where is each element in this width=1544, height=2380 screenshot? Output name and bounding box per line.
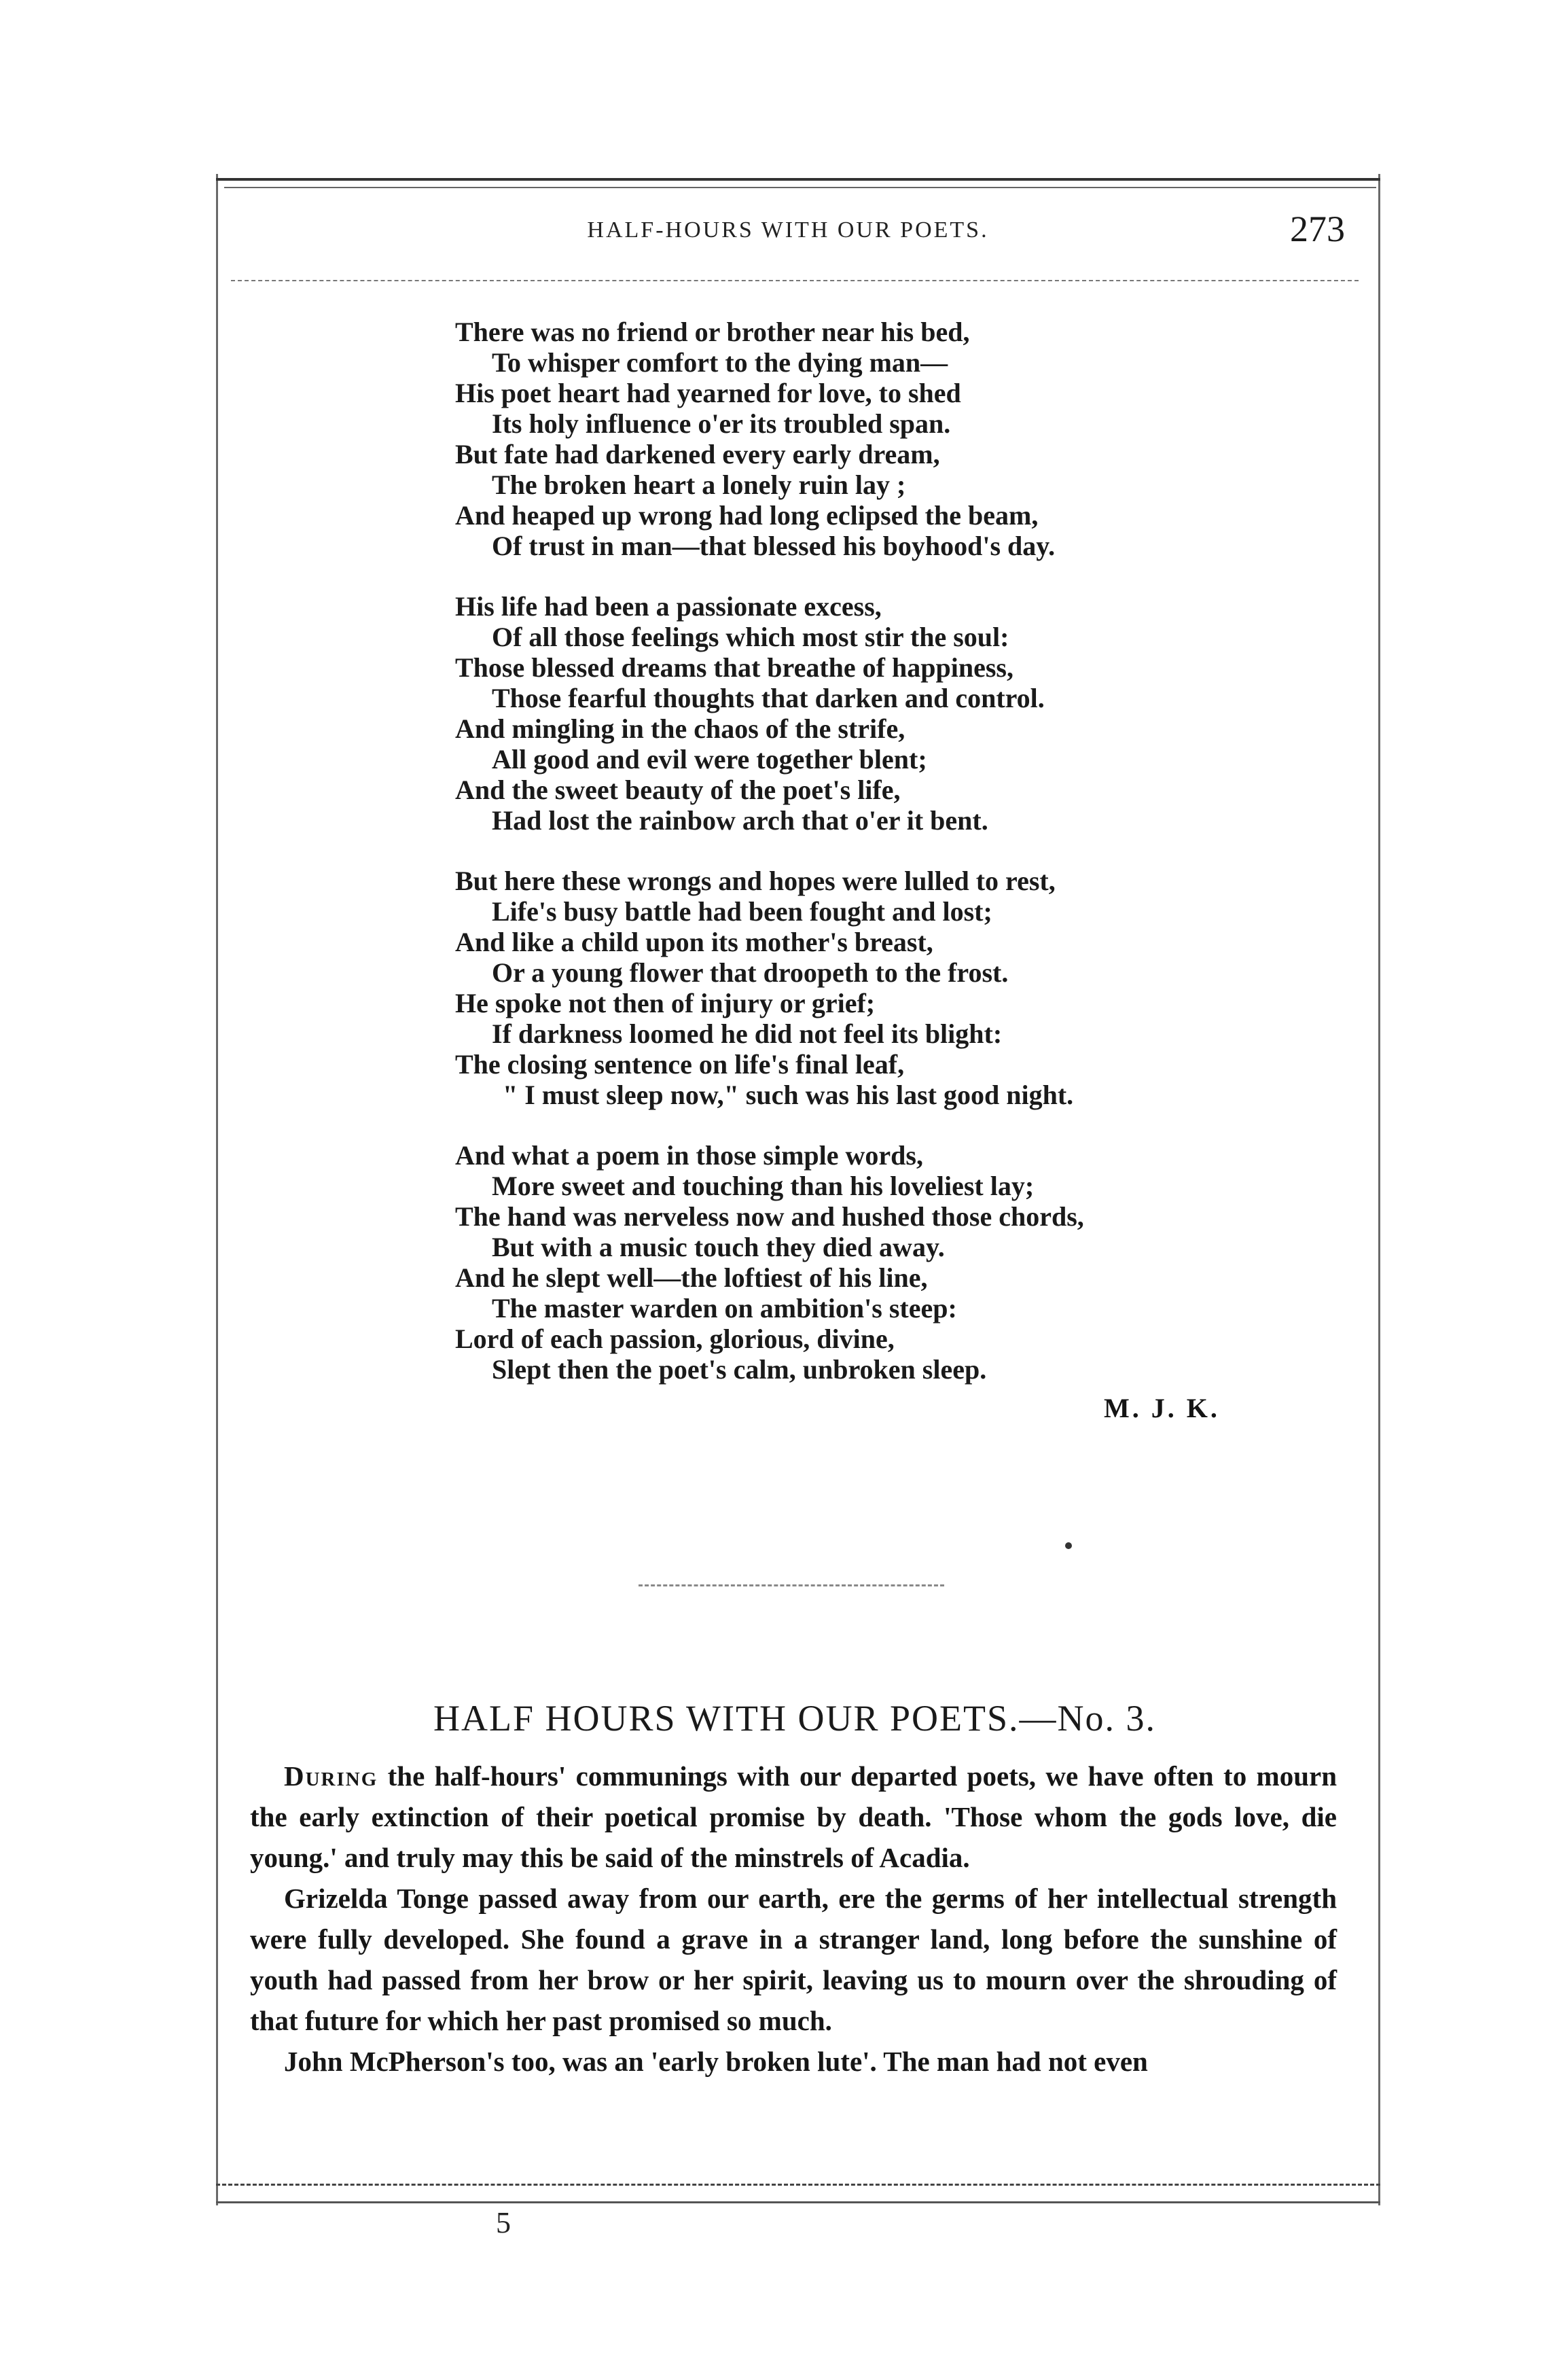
poem-line: Of all those feelings which most stir the soul: — [492, 622, 1009, 652]
article-paragraph: Grizelda Tonge passed away from our earth, ere the germs of her intellectual strength were fully developed. She found a grave in a stranger land, long before the sunshine of youth had passed from her brow or her spirit, leaving us to mourn over the shrouding of that future for which her past promised so much. — [250, 1883, 1337, 2036]
article-body — [250, 1756, 1337, 2082]
poem-line: All good and evil were together blent; — [492, 744, 927, 775]
article-title: HALF HOURS WITH OUR POETS.—No. 3. — [433, 1698, 1157, 1739]
poem-line: More sweet and touching than his loveliest lay; — [492, 1171, 1035, 1201]
poem-line: The broken heart a lonely ruin lay ; — [492, 469, 906, 500]
bottom-rule-outer — [216, 2201, 1380, 2203]
poem-stanza — [455, 591, 1304, 836]
poem-line: And he slept well—the loftiest of his line, — [455, 1262, 928, 1293]
poem-line: Of trust in man—that blessed his boyhood's day. — [492, 531, 1056, 561]
poem-line: Lord of each passion, glorious, divine, — [455, 1324, 895, 1354]
signature-mark: 5 — [496, 2206, 511, 2239]
poem-line: Those blessed dreams that breathe of happiness, — [455, 652, 1013, 683]
bottom-rule — [216, 2184, 1380, 2186]
header-rule — [231, 280, 1359, 281]
poem-line: To whisper comfort to the dying man— — [492, 347, 948, 378]
article-paragraph — [250, 1756, 1337, 1878]
poem-line: But here these wrongs and hopes were lulled to rest, — [455, 866, 1056, 896]
poem-line: Life's busy battle had been fought and lost; — [492, 896, 992, 927]
poem-line: The closing sentence on life's final leaf, — [455, 1049, 905, 1080]
article-paragraph: John McPherson's too, was an 'early broken lute'. The man had not even — [284, 2046, 1148, 2077]
poem-line: If darkness loomed he did not feel its blight: — [492, 1018, 1003, 1049]
poem-line: The hand was nerveless now and hushed those chords, — [455, 1201, 1084, 1232]
poem-line: " I must sleep now," such was his last good night. — [503, 1080, 1074, 1110]
poem-line: But with a music touch they died away. — [492, 1232, 945, 1262]
poem-line: His life had been a passionate excess, — [455, 591, 882, 622]
poem-stanza — [455, 866, 1304, 1110]
poem-line: He spoke not then of injury or grief; — [455, 988, 876, 1018]
ink-dot — [1065, 1542, 1072, 1549]
poem-line: There was no friend or brother near his bed, — [455, 317, 970, 347]
page-number: 273 — [1290, 209, 1345, 249]
poem-line: Or a young flower that droopeth to the frost. — [492, 957, 1009, 988]
poem-line: His poet heart had yearned for love, to shed — [455, 378, 961, 408]
poem-line: But fate had darkened every early dream, — [455, 439, 940, 469]
poem-line: And the sweet beauty of the poet's life, — [455, 775, 901, 805]
running-head: HALF-HOURS WITH OUR POETS. — [587, 217, 989, 243]
poem-line: Had lost the rainbow arch that o'er it bent. — [492, 805, 988, 836]
poem-line: Slept then the poet's calm, unbroken sleep. — [492, 1354, 987, 1385]
lead-word: During — [284, 1760, 378, 1792]
poem-stanza — [455, 1140, 1304, 1385]
poem-line: And heaped up wrong had long eclipsed the beam, — [455, 500, 1039, 531]
poem-line: Its holy influence o'er its troubled span. — [492, 408, 951, 439]
poem-stanza — [455, 317, 1304, 561]
paragraph-text: the half-hours' communings with our departed poets, we have often to mourn the early extinction of their poetical promise by death. 'Those whom the gods love, die young.' and truly may this be said of the minstrels of Acadia. — [250, 1760, 1337, 1873]
top-rule-inner — [224, 187, 1376, 188]
section-divider — [639, 1584, 944, 1586]
poem-line: And what a poem in those simple words, — [455, 1140, 923, 1171]
top-rule — [216, 178, 1380, 181]
poem-line: Those fearful thoughts that darken and control. — [492, 683, 1045, 713]
poem-line: And like a child upon its mother's breast, — [455, 927, 933, 957]
poem-line: The master warden on ambition's steep: — [492, 1293, 957, 1324]
poem — [455, 317, 1304, 1415]
poem-line: And mingling in the chaos of the strife, — [455, 713, 905, 744]
poem-signature: M. J. K. — [1104, 1393, 1220, 1423]
